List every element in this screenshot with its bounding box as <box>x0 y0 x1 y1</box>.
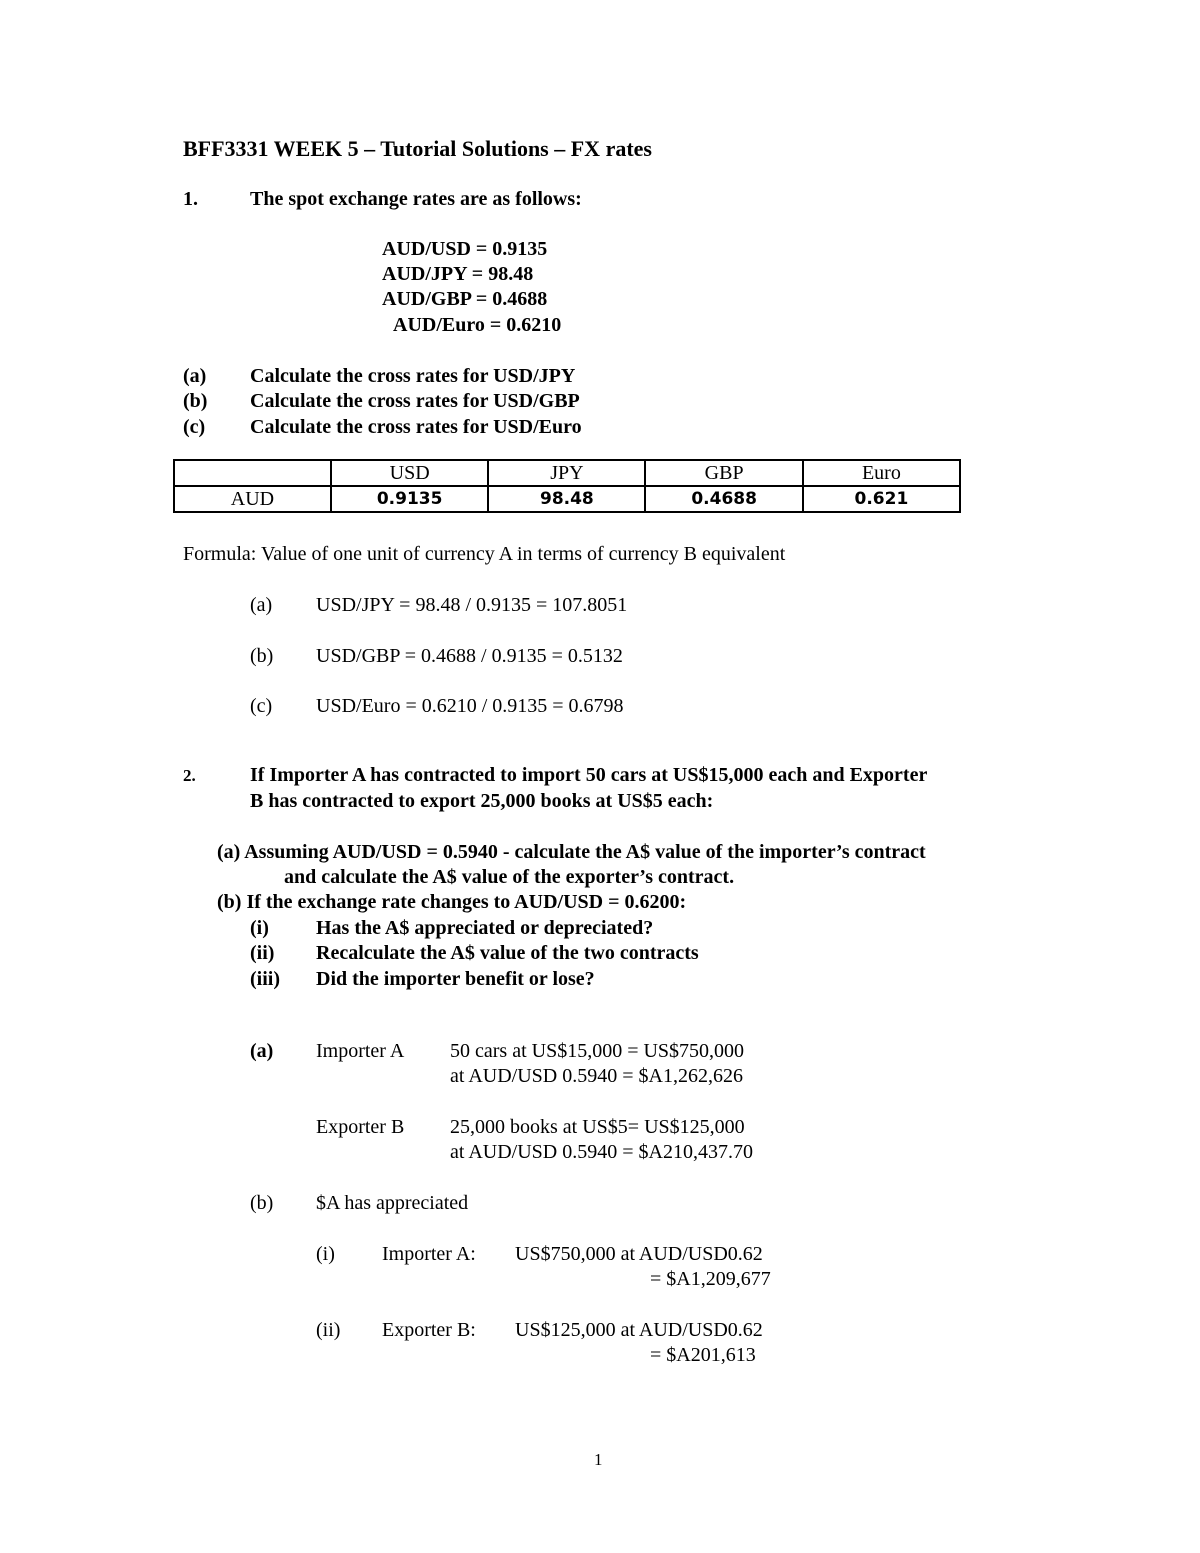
q1-answer-label: (c) <box>250 695 273 717</box>
q2-line2: B has contracted to export 25,000 books at US$5 each: <box>250 790 714 812</box>
answer-b-i-line1: US$750,000 at AUD/USD0.62 <box>515 1243 763 1265</box>
answer-b-ii-line2: = $A201,613 <box>650 1344 756 1366</box>
rates-table <box>173 459 961 513</box>
q2-a-line2: and calculate the A$ value of the exporter’s contract. <box>284 866 735 888</box>
q2-a-line1: (a) Assuming AUD/USD = 0.5940 - calculate the A$ value of the importer’s contract <box>217 841 926 863</box>
answer-b-i-name: Importer A: <box>382 1243 476 1265</box>
q2-line1: If Importer A has contracted to import 50 cars at US$15,000 each and Exporter <box>250 764 928 786</box>
q2-b-part-text: Recalculate the A$ value of the two contracts <box>316 942 699 964</box>
q2-b-part-label: (iii) <box>250 968 280 990</box>
q2-answer-b-label: (b) <box>250 1192 274 1214</box>
q1-answer-label: (a) <box>250 594 273 616</box>
q1-part-label: (b) <box>183 390 208 412</box>
page-title: BFF3331 WEEK 5 – Tutorial Solutions – FX rates <box>183 136 652 161</box>
answer-b-ii-line1: US$125,000 at AUD/USD0.62 <box>515 1319 763 1341</box>
q1-intro: The spot exchange rates are as follows: <box>250 188 582 210</box>
q1-part-label: (a) <box>183 365 207 387</box>
q2-answer-a-label: (a) <box>250 1040 274 1062</box>
table-cell: 0.4688 <box>645 486 802 512</box>
rate-aud-usd: AUD/USD = 0.9135 <box>382 238 548 260</box>
q2-b-line: (b) If the exchange rate changes to AUD/USD = 0.6200: <box>217 891 687 913</box>
q1-part-text: Calculate the cross rates for USD/Euro <box>250 416 582 438</box>
exporter-calc-line2: at AUD/USD 0.5940 = $A210,437.70 <box>450 1141 753 1163</box>
q2-number: 2. <box>183 766 196 785</box>
q2-b-part-label: (ii) <box>250 942 275 964</box>
table-row <box>174 486 960 512</box>
table-cell: 0.621 <box>803 486 960 512</box>
table-row-label: AUD <box>174 486 331 512</box>
q1-answer-text: USD/JPY = 98.48 / 0.9135 = 107.8051 <box>316 594 628 616</box>
rate-aud-jpy: AUD/JPY = 98.48 <box>382 263 534 285</box>
table-header-cell: JPY <box>488 460 645 486</box>
q1-part-label: (c) <box>183 416 206 438</box>
table-header-cell <box>174 460 331 486</box>
q1-answer-text: USD/GBP = 0.4688 / 0.9135 = 0.5132 <box>316 645 623 667</box>
q2-b-part-text: Has the A$ appreciated or depreciated? <box>316 917 654 939</box>
table-cell: 0.9135 <box>331 486 488 512</box>
q1-part-text: Calculate the cross rates for USD/GBP <box>250 390 580 412</box>
answer-b-i-line2: = $A1,209,677 <box>650 1268 771 1290</box>
importer-calc-line1: 50 cars at US$15,000 = US$750,000 <box>450 1040 745 1062</box>
answer-b-ii-label: (ii) <box>316 1319 341 1341</box>
q2-answer-b-text: $A has appreciated <box>316 1192 469 1214</box>
q1-answer-label: (b) <box>250 645 274 667</box>
table-header-row <box>174 460 960 486</box>
q2-b-part-label: (i) <box>250 917 269 939</box>
page-number: 1 <box>594 1450 603 1469</box>
table-cell: 98.48 <box>488 486 645 512</box>
answer-b-i-label: (i) <box>316 1243 335 1265</box>
rate-aud-gbp: AUD/GBP = 0.4688 <box>382 288 548 310</box>
rate-aud-euro: AUD/Euro = 0.6210 <box>393 314 562 336</box>
table-header-cell: GBP <box>645 460 802 486</box>
importer-calc-line2: at AUD/USD 0.5940 = $A1,262,626 <box>450 1065 743 1087</box>
q2-b-part-text: Did the importer benefit or lose? <box>316 968 595 990</box>
formula-text: Formula: Value of one unit of currency A in terms of currency B equivalent <box>183 543 786 565</box>
answer-b-ii-name: Exporter B: <box>382 1319 476 1341</box>
q1-part-text: Calculate the cross rates for USD/JPY <box>250 365 576 387</box>
table-header-cell: USD <box>331 460 488 486</box>
q1-number: 1. <box>183 188 198 210</box>
importer-name: Importer A <box>316 1040 405 1062</box>
exporter-name: Exporter B <box>316 1116 405 1138</box>
q1-answer-text: USD/Euro = 0.6210 / 0.9135 = 0.6798 <box>316 695 624 717</box>
table-header-cell: Euro <box>803 460 960 486</box>
exporter-calc-line1: 25,000 books at US$5= US$125,000 <box>450 1116 745 1138</box>
